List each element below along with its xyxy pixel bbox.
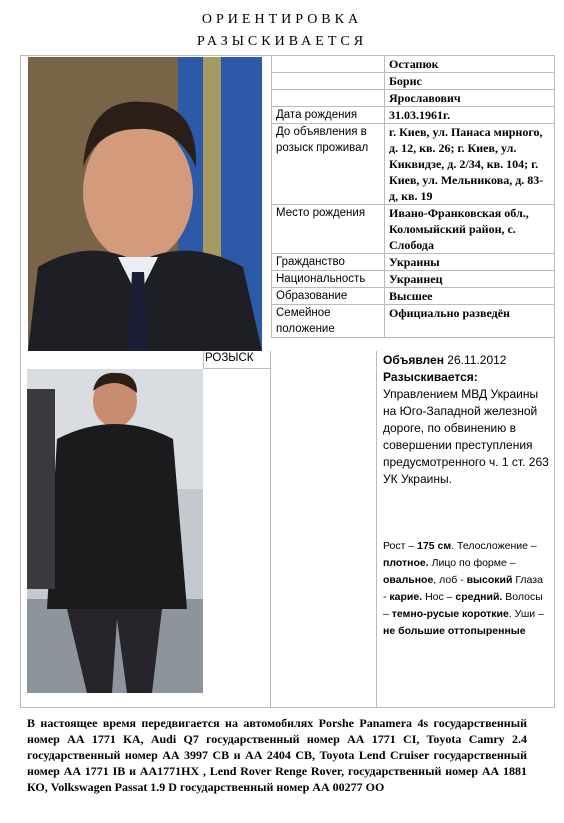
- portrait-photo: [28, 57, 262, 351]
- divider: [203, 368, 270, 369]
- divider: [376, 351, 377, 708]
- divider: [203, 351, 204, 369]
- birthdate-value: 31.03.1961г.: [385, 107, 555, 124]
- announced-label: Объявлен: [383, 353, 444, 367]
- wanted-by-text: Управлением МВД Украины на Юго-Западной железной дороге, по обвинению в совершении преступления предусмотренного ч. 1 ст. 263 УК Украины.: [383, 387, 549, 486]
- marital-status-value: Официально разведён: [385, 305, 555, 338]
- full-body-photo: [27, 369, 203, 693]
- nationality-label: Национальность: [272, 271, 385, 288]
- divider: [270, 351, 271, 708]
- citizenship-value: Украины: [385, 254, 555, 271]
- height-value: 175 см: [417, 540, 452, 552]
- education-label: Образование: [272, 288, 385, 305]
- birthplace-value: Ивано-Франковская обл., Коломыйский район, с. Слобода: [385, 205, 555, 254]
- name-value: Борис: [385, 73, 555, 90]
- nose-value: средний.: [455, 591, 503, 603]
- appearance-text: Нос –: [422, 591, 456, 603]
- appearance-text: . Уши –: [508, 608, 544, 620]
- appearance-text: Рост –: [383, 540, 418, 552]
- appearance-description: [383, 538, 549, 640]
- education-value: Высшее: [385, 288, 555, 305]
- vehicles-paragraph: В настоящее время передвигается на автомобилях Porshe Panamera 4s государственный номер АА 1771 КА, Audi Q7 государственный номер АА 1771 CI, Toyota Camry 2.4 государственный номер АА 3997 СВ и АА 2404 СВ, Toyota Lend Cruiser государственный номер АА 1771 IВ и АА1771НХ , Lend Rover Renge Rover, государственный номер АА 1881 КО, Volkswagen Passat 1.9 D государственный номер АА 00277 ОО: [27, 716, 527, 794]
- citizenship-label: Гражданство: [272, 254, 385, 271]
- search-label: РОЗЫСК: [205, 352, 254, 364]
- nationality-value: Украинец: [385, 271, 555, 288]
- appearance-text: . Телосложение –: [451, 540, 537, 552]
- announced-date: 26.11.2012: [447, 353, 507, 367]
- wanted-label: Разыскивается:: [383, 370, 478, 384]
- empty-key-cell: [272, 56, 385, 73]
- birthdate-label: Дата рождения: [272, 107, 385, 124]
- residence-value: г. Киев, ул. Панаса мирного, д. 12, кв. 26; г. Киев, ул. Киквидзе, д. 2/34, кв. 104; г. Киев, ул. Мельникова, д. 83-д, кв. 19: [385, 124, 555, 205]
- birthplace-label: Место рождения: [272, 205, 385, 254]
- patronymic-value: Ярославович: [385, 90, 555, 107]
- empty-key-cell: [272, 90, 385, 107]
- appearance-text: Волосы –: [383, 591, 543, 620]
- announcement-block: [383, 352, 549, 488]
- info-table: [271, 55, 555, 338]
- document-title: ОРИЕНТИРОВКА: [201, 12, 363, 27]
- surname-value: Остапюк: [385, 56, 555, 73]
- build-value: плотное.: [383, 557, 429, 569]
- hair-value: темно-русые короткие: [391, 608, 509, 620]
- forehead-value: высокий: [466, 574, 513, 586]
- empty-key-cell: [272, 73, 385, 90]
- face-value: овальное: [383, 574, 434, 586]
- appearance-text: , лоб -: [433, 574, 467, 586]
- marital-status-label: Семейное положение: [272, 305, 385, 338]
- ears-value: не большие оттопыренные: [383, 625, 526, 637]
- document-subtitle: РАЗЫСКИВАЕТСЯ: [196, 34, 368, 49]
- eyes-value: карие.: [389, 591, 423, 603]
- appearance-text: Лицо по форме –: [428, 557, 516, 569]
- appearance-text: Глаза -: [383, 574, 543, 603]
- residence-label: До объявления в розыск проживал: [272, 124, 385, 205]
